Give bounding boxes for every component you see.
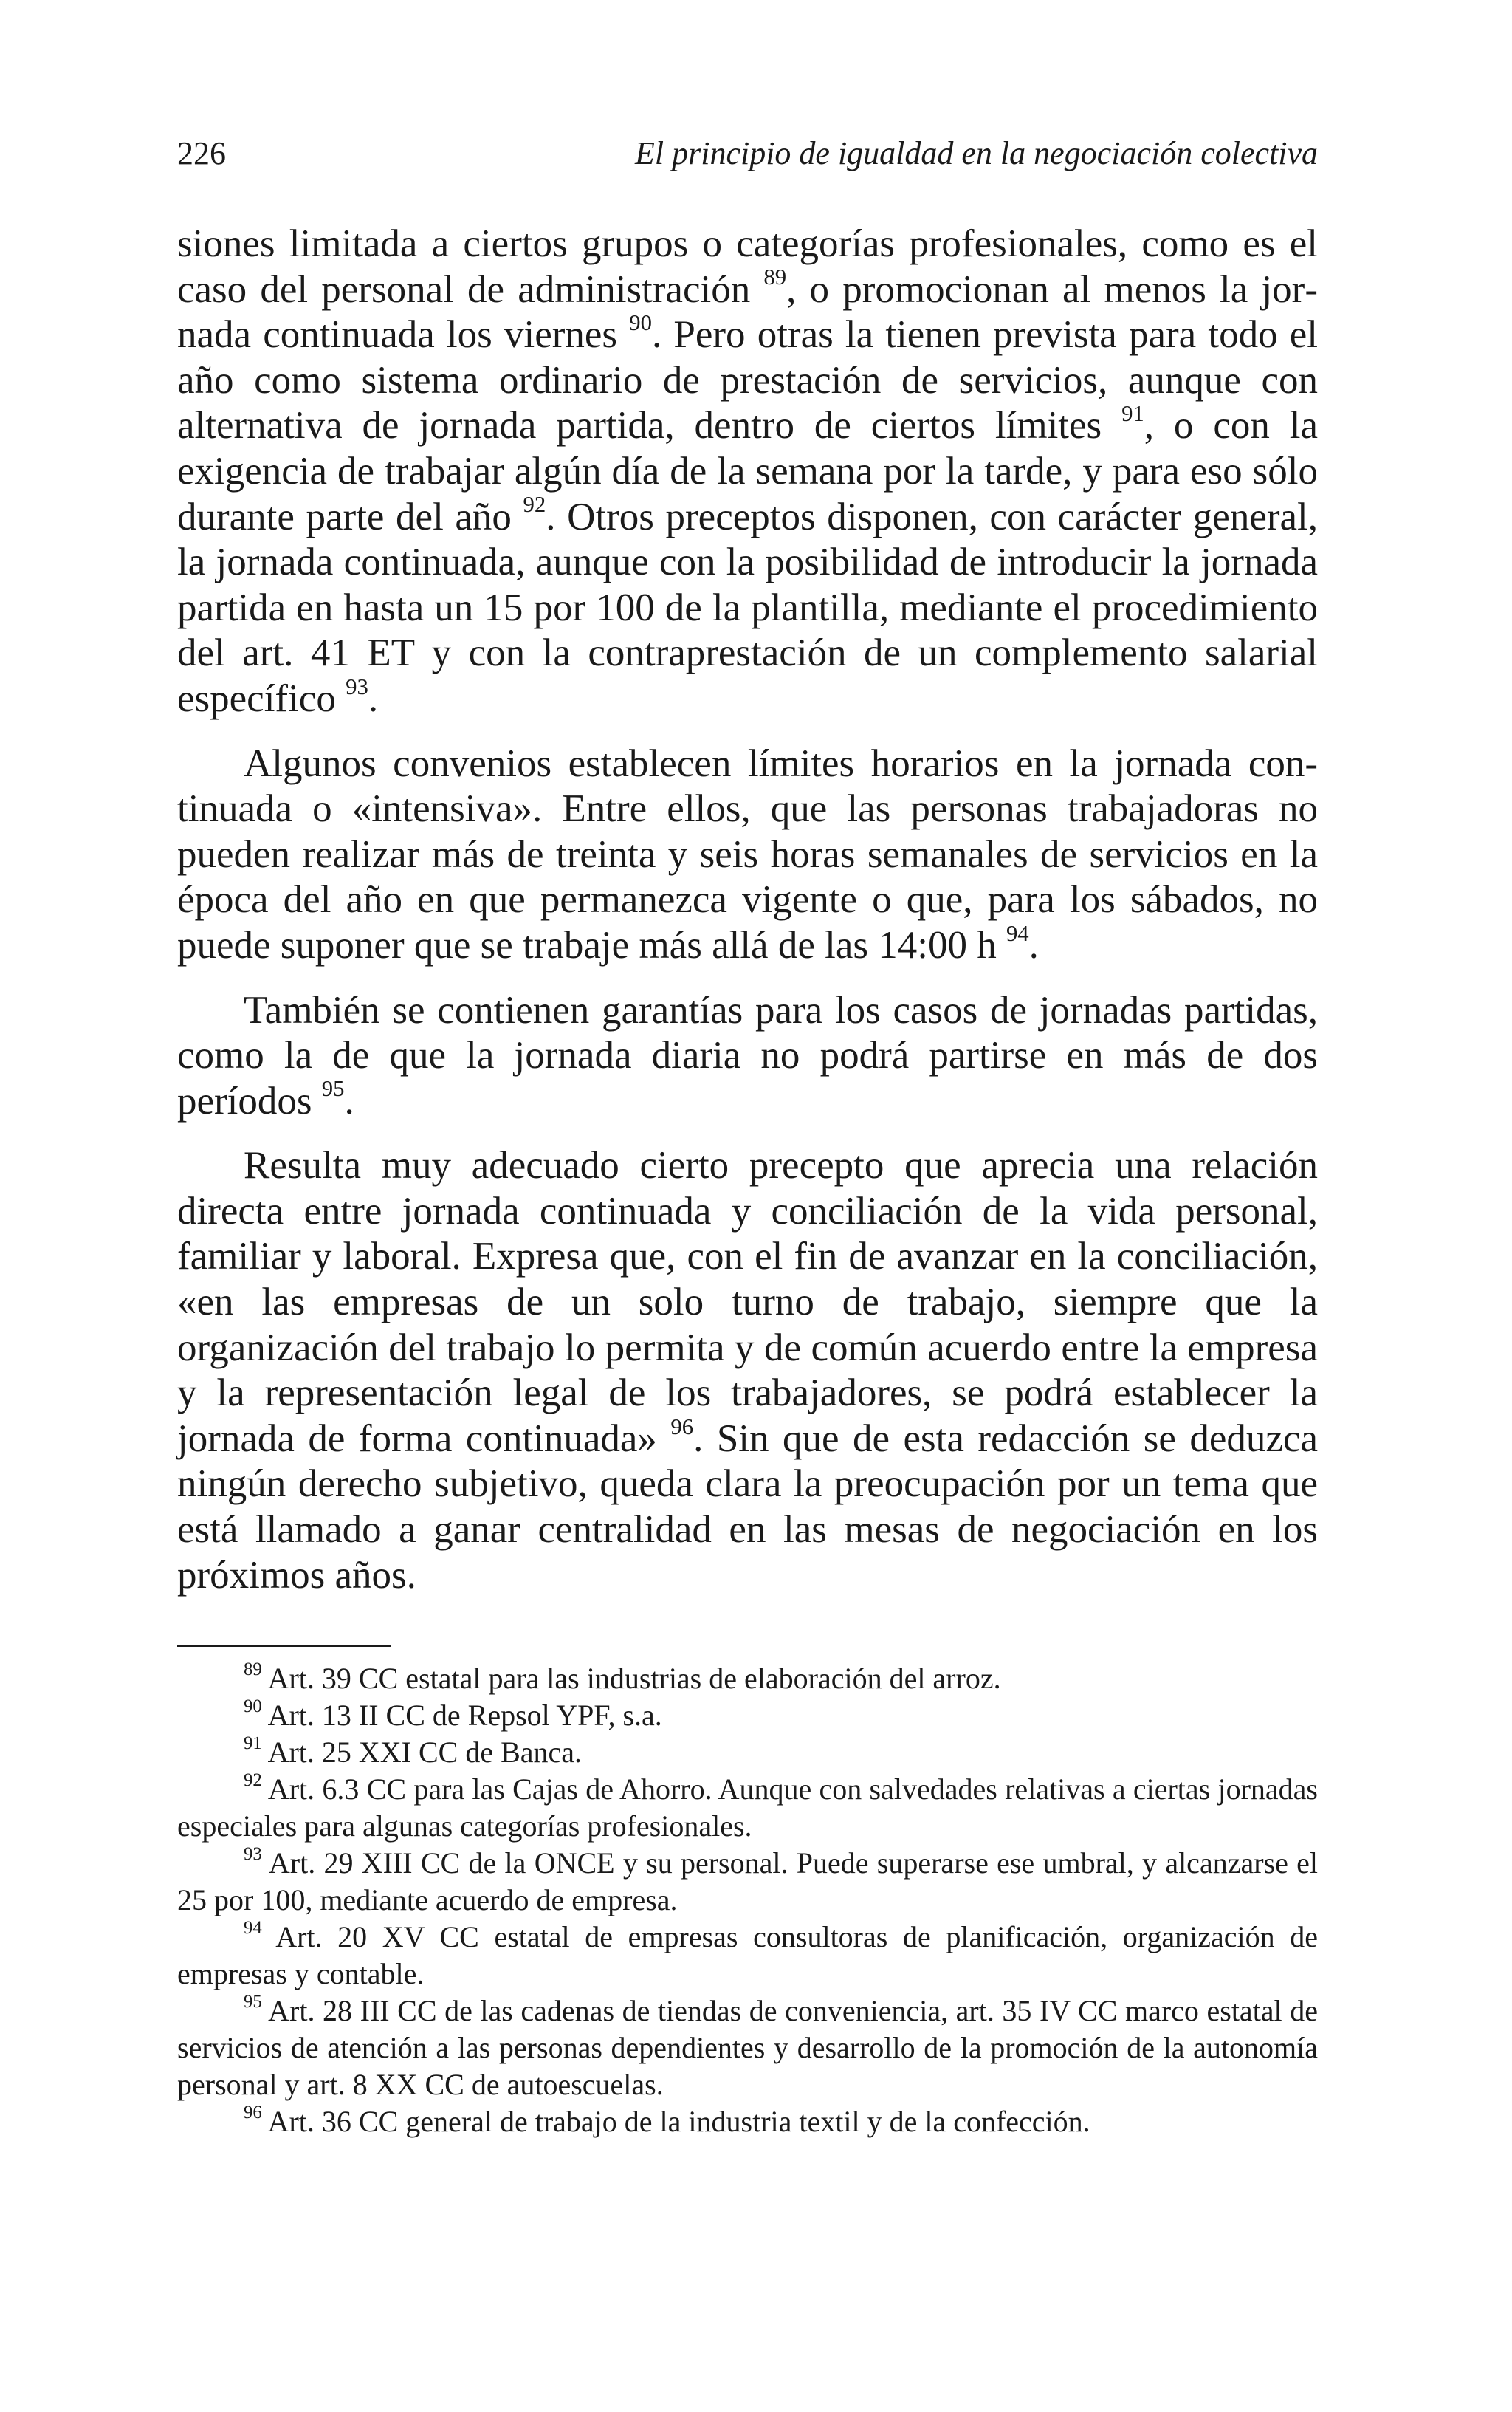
footnote-separator bbox=[177, 1645, 391, 1647]
footnote-number: 90 bbox=[244, 1696, 262, 1717]
footnote-number: 95 bbox=[244, 1992, 262, 2012]
footnote-number: 96 bbox=[244, 2103, 262, 2123]
footnote-text: Art. 13 II CC de Repsol YPF, s.a. bbox=[261, 1699, 662, 1733]
body-paragraph bbox=[177, 222, 1318, 722]
footnote bbox=[177, 1660, 1318, 1697]
footnote-text: Art. 20 XV CC estatal de empresas consultoras de planificación, organización de empresas y contable. bbox=[177, 1920, 1318, 1991]
footnote bbox=[177, 1734, 1318, 1771]
body-paragraph bbox=[177, 741, 1318, 969]
body-paragraph bbox=[177, 1143, 1318, 1598]
running-head bbox=[177, 133, 1318, 174]
footnote-text: Art. 29 XIII CC de la ONCE y su personal. Puede superarse ese umbral, y alcanzarse el 25 por 100, mediante acuerdo de empresa. bbox=[177, 1846, 1318, 1917]
paragraph-text: . bbox=[368, 676, 379, 720]
paragraph-text: . bbox=[1028, 923, 1039, 967]
paragraph-text: . Pero otras la tienen prevista para todo el año como sistema ordinario de prestación de servicios, aunque con alternativa de jornada partida, dentro de ciertos límites bbox=[177, 313, 1319, 448]
paragraph-text: También se contienen garantías para los casos de jornadas partidas, como la de que la jornada diaria no podrá partirse en más de dos períodos bbox=[177, 988, 1318, 1123]
footnote bbox=[177, 1845, 1318, 1919]
footnote-reference: 90 bbox=[629, 309, 652, 335]
footnote-reference: 91 bbox=[1121, 401, 1144, 427]
paragraph-text: Resulta muy adecuado cierto precepto que aprecia una relación directa entre jornada continuada y conciliación de la vida personal, familiar y laboral. Expresa que, con el fin de avanzar en la conciliación, «en las empresas de un solo turno de trabajo, siempre que la organización del trabajo lo permita y de común acuerdo entre la empresa y la representación legal de los trabajadores, se podrá establecer la jornada de forma continuada» bbox=[177, 1144, 1318, 1460]
footnote-text: Art. 28 III CC de las cadenas de tiendas de conveniencia, art. 35 IV CC marco estatal de servicios de atención a las personas dependientes y desarrollo de la promoción de la autonomía personal y art. 8 XX CC de autoescuelas. bbox=[177, 1994, 1318, 2102]
paragraph-text: . Otros preceptos disponen, con carácter general, la jornada continuada, aunque con la posibilidad de introducir la jornada partida en hasta un 15 por 100 de la plantilla, mediante el procedimiento del art. 41 ET y con la contraprestación de un complemento salarial específico bbox=[177, 495, 1318, 720]
footnote bbox=[177, 1697, 1318, 1734]
footnote-reference: 96 bbox=[670, 1414, 694, 1439]
paragraph-text: , o promocionan al menos la jornada continuada los viernes bbox=[177, 267, 1318, 357]
footnote bbox=[177, 2103, 1318, 2140]
footnote-text: Art. 6.3 CC para las Cajas de Ahorro. Aunque con salvedades relativas a ciertas jornadas especiales para algunas categorías profesionales. bbox=[177, 1772, 1318, 1843]
footnote-reference: 94 bbox=[1006, 920, 1029, 946]
footnote-reference: 93 bbox=[346, 674, 368, 699]
paragraph-text: , o con la exigencia de trabajar algún día de la semana por la tarde, y para eso sólo durante parte del año bbox=[177, 404, 1318, 538]
page-number: 226 bbox=[177, 135, 226, 171]
footnote-reference: 92 bbox=[523, 492, 546, 518]
paragraph-text: siones limitada a ciertos grupos o categorías profesionales, como es el caso del personal de administración bbox=[177, 222, 1318, 311]
footnote-number: 89 bbox=[244, 1659, 262, 1680]
footnote-number: 91 bbox=[244, 1733, 262, 1754]
paragraph-text: Algunos convenios establecen límites horarios en la jornada continuada o «intensiva». Entre ellos, que las personas trabajadoras no pueden realizar más de treinta y seis horas semanales de servicios en la época del año en que permanezca vigente o que, para los sábados, no puede suponer que se trabaje más allá de las 14:00 h bbox=[177, 741, 1318, 967]
body-paragraph bbox=[177, 988, 1318, 1125]
footnote-number: 92 bbox=[244, 1770, 262, 1791]
footnote-number: 93 bbox=[244, 1844, 262, 1865]
footnote-reference: 89 bbox=[763, 264, 787, 290]
footnote bbox=[177, 1919, 1318, 1993]
paragraph-text: . Sin que de esta redacción se deduzca ningún derecho subjetivo, queda clara la preocupación por un tema que está llamado a ganar centralidad en las mesas de negociación en los próximos años. bbox=[177, 1416, 1318, 1597]
footnote bbox=[177, 1771, 1318, 1845]
footnote-text: Art. 25 XXI CC de Banca. bbox=[261, 1736, 583, 1769]
book-page bbox=[177, 133, 1318, 2140]
footnote-number: 94 bbox=[244, 1918, 262, 1939]
footnote-text: Art. 36 CC general de trabajo de la industria textil y de la confección. bbox=[261, 2105, 1090, 2139]
paragraph-text: . bbox=[344, 1079, 354, 1123]
body-text bbox=[177, 222, 1318, 1598]
footnotes bbox=[177, 1660, 1318, 2140]
footnote-reference: 95 bbox=[321, 1076, 345, 1102]
running-title: El principio de igualdad en la negociación colectiva bbox=[635, 135, 1318, 171]
footnote bbox=[177, 1993, 1318, 2103]
footnote-text: Art. 39 CC estatal para las industrias de elaboración del arroz. bbox=[261, 1662, 1001, 1696]
